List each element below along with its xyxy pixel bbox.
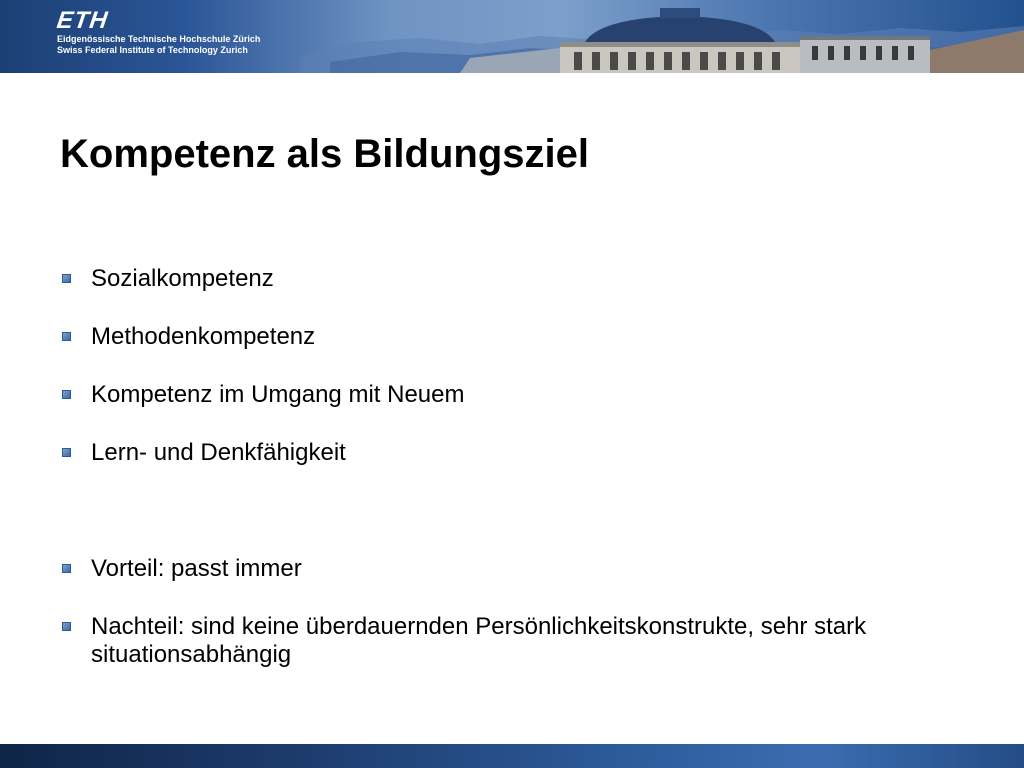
bullet-text: Nachteil: sind keine überdauernden Persönlichkeitskonstrukte, sehr stark situationsabhängig [91, 613, 867, 668]
logo-line-english: Swiss Federal Institute of Technology Zurich [57, 45, 248, 55]
square-bullet-icon [62, 390, 71, 399]
square-bullet-icon [62, 622, 71, 631]
bullet-text: Methodenkompetenz [91, 323, 316, 350]
logo-line-german: Eidgenössische Technische Hochschule Zürich [57, 34, 261, 44]
logo-mark: ETH [55, 7, 110, 34]
bullet-text: Kompetenz im Umgang mit Neuem [91, 381, 465, 408]
bullet-text: Lern- und Denkfähigkeit [91, 439, 346, 466]
square-bullet-icon [62, 332, 71, 341]
square-bullet-icon [62, 274, 71, 283]
slide-title: Kompetenz als Bildungsziel [60, 132, 589, 176]
square-bullet-icon [62, 448, 71, 457]
square-bullet-icon [62, 564, 71, 573]
eth-logo [57, 8, 260, 56]
bullet-text: Sozialkompetenz [91, 265, 274, 292]
header-banner [0, 0, 1024, 73]
footer-bar [0, 744, 1024, 768]
bullet-text: Vorteil: passt immer [91, 555, 302, 582]
